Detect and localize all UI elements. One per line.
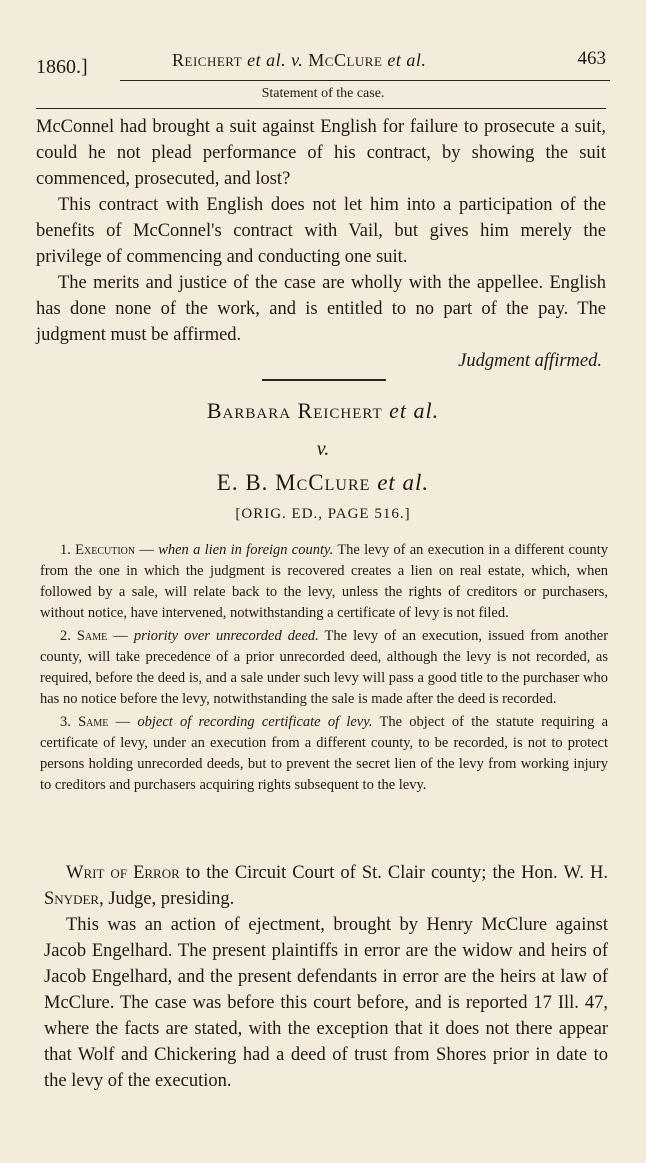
paragraph: McConnel had brought a suit against English for failure to prosecute a suit, could he not plead performance of his contract, by showing the suit commenced, prosecuted, and lost? bbox=[36, 117, 606, 189]
headnote: 3. Same — object of recording certificate of levy. The object of the statute requiring a certificate of levy, under an execution from a different county, to be recorded, is not to protect persons holding unrecorded deeds, but to prevent the secret lien of the levy from working injury to creditors and purchasers acquiring rights subsequent to the levy. bbox=[40, 714, 609, 793]
paragraph: This was an action of ejectment, brought by Henry McClure against Jacob Engelhard. The present plaintiffs in error are the widow and heirs of Jacob Engelhard, and the present defendants in error are the heirs at law of McClure. The case was before this court before, and is reported 17 Ill. 47, where the facts are stated, with the exception that it does not there appear that Wolf and Chickering had a deed of trust from Shores prior in date to the levy of the execution. bbox=[44, 915, 608, 1091]
section-divider bbox=[262, 379, 386, 381]
running-header bbox=[36, 48, 606, 78]
section-subheading: Statement of the case. bbox=[261, 86, 385, 101]
opening-text bbox=[36, 114, 606, 374]
writ-of-error: Writ of Error to the Circuit Court of St. Clair county; the Hon. W. H. Snyder, Judge, presiding. bbox=[44, 863, 609, 909]
header-case-title: Reichert et al. v. McClure et al. bbox=[172, 50, 427, 70]
original-edition-ref: [ORIG. ED., PAGE 516.] bbox=[235, 506, 411, 522]
subheading-rule bbox=[36, 108, 606, 109]
headnotes bbox=[40, 540, 608, 798]
page-number: 463 bbox=[577, 48, 606, 69]
header-year: 1860.] bbox=[36, 56, 88, 78]
case-defendant: E. B. McClure et al. bbox=[216, 470, 430, 495]
headnote: 2. Same — priority over unrecorded deed. The levy of an execution, issued from another county, will take precedence of a prior unrecorded deed, although the levy is not recorded, as required, before the deed is, and a sale under such levy will pass a good title to the purchaser who has no notice before the levy, notwithstanding the sale is made after the deed is recorded. bbox=[40, 628, 609, 707]
case-statement bbox=[44, 860, 608, 1094]
header-rule bbox=[120, 80, 610, 81]
paragraph: This contract with English does not let him into a participation of the benefits of McConnel's contract with Vail, but gives him merely the privilege of commencing and conducting one suit. bbox=[36, 195, 606, 267]
case-versus: v. bbox=[316, 438, 330, 460]
headnote: 1. Execution — when a lien in foreign county. The levy of an execution in a different county from the one in which the judgment is recovered creates a lien on real estate, which, when followed by a sale, will relate back to the levy, unless the rights of creditors or purchasers, without notice, have intervened, notwithstanding a certificate of levy is not filed. bbox=[40, 542, 609, 621]
judgment-line: Judgment affirmed. bbox=[458, 351, 602, 371]
case-plaintiff: Barbara Reichert et al. bbox=[206, 398, 440, 423]
paragraph: The merits and justice of the case are wholly with the appellee. English has done none of the work, and is entitled to no part of the pay. The judgment must be affirmed. bbox=[36, 273, 606, 345]
